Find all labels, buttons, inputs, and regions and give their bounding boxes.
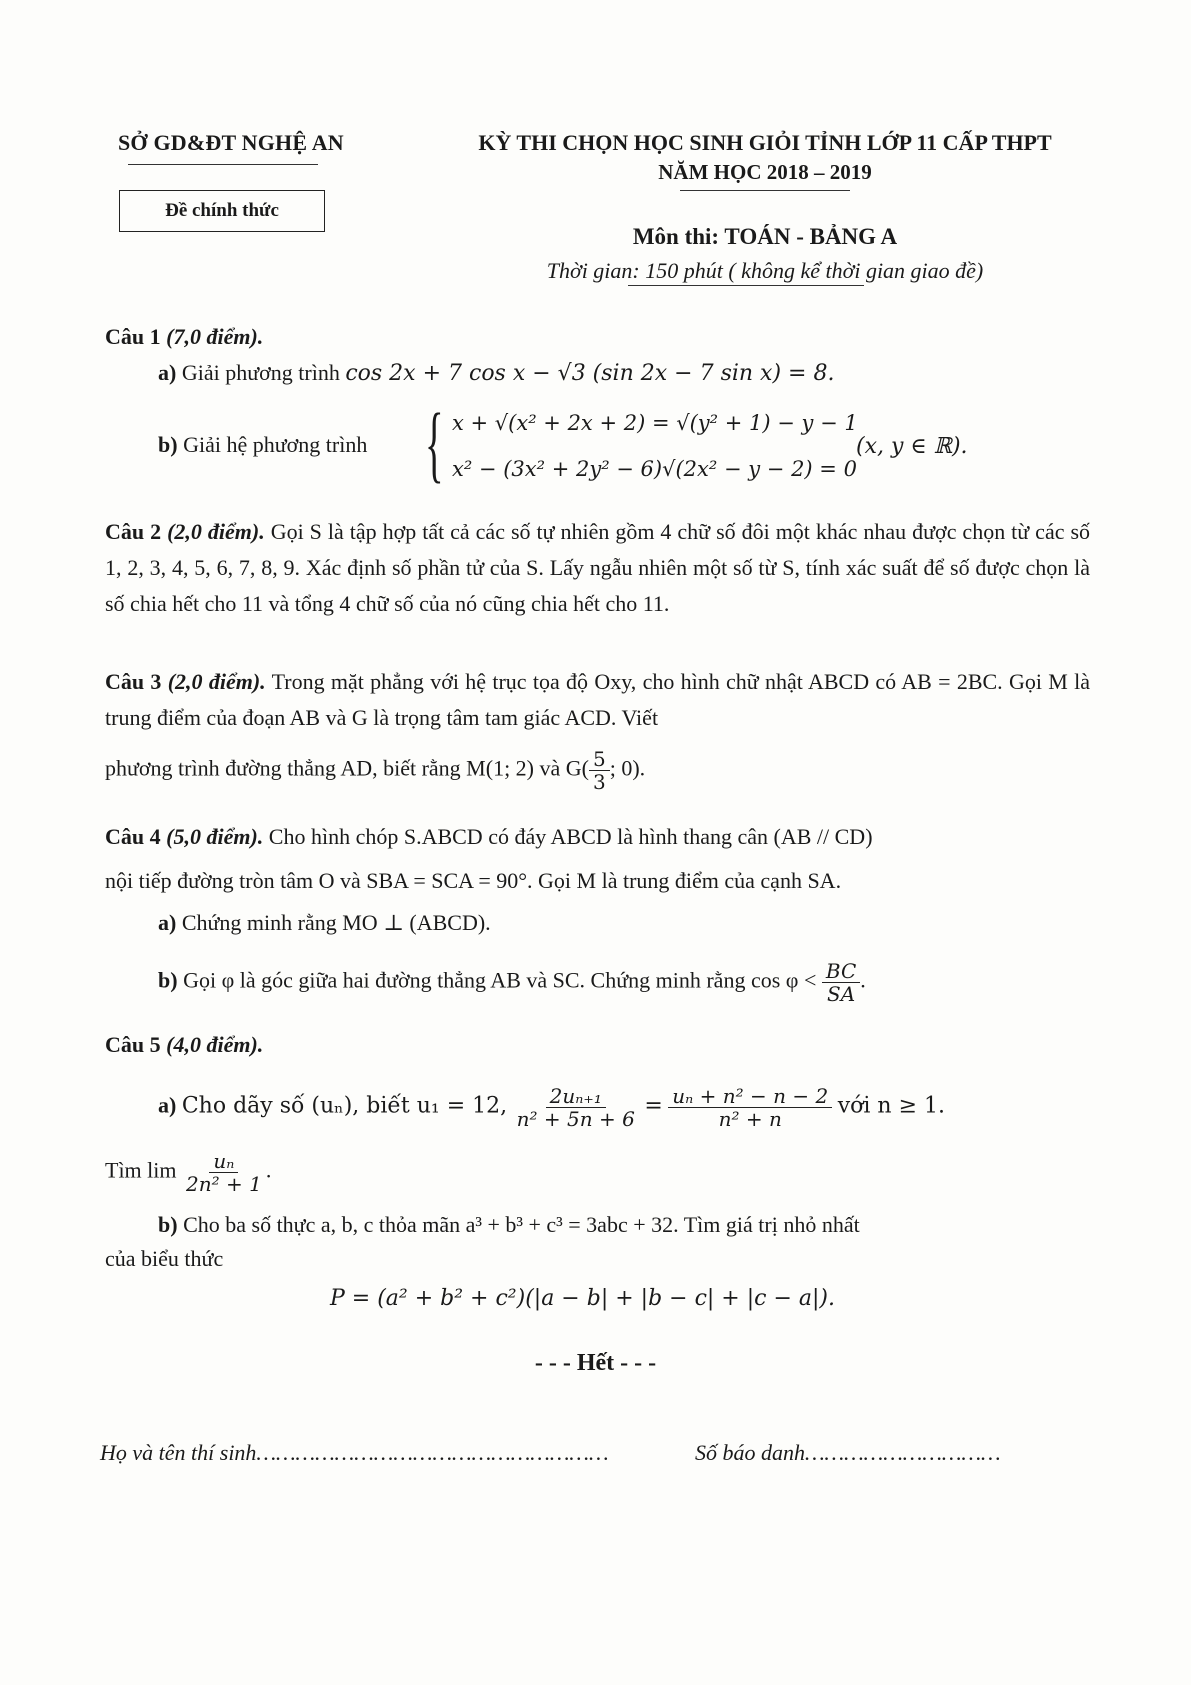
- q4b-text: Gọi φ là góc giữa hai đường thẳng AB và SC. Chứng minh rằng cos φ <: [183, 967, 817, 993]
- q2-text: Gọi S là tập hợp tất cả các số tự nhiên gồm 4 chữ số đôi một khác nhau được chọn từ các số 1, 2, 3, 4, 5, 6, 7, 8, 9. Xác định số phần tử của S. Lấy ngẫu nhiên một số từ S, tính xác suất để số được chọn là số chia hết cho 11 và tổng 4 chữ số của nó cũng chia hết cho 11.: [105, 519, 1091, 616]
- q1b-domain: (x, y ∈ ℝ).: [856, 434, 968, 459]
- q5a-frac1: [513, 1085, 639, 1130]
- q5a-frac2: [668, 1085, 832, 1130]
- q1b-eq2: x² − (3x² + 2y² − 6)√(2x² − y − 2) = 0: [452, 457, 857, 481]
- q5a-lim-tail: .: [265, 1157, 272, 1183]
- q4a: [158, 906, 491, 940]
- candidate-name-line: [100, 1440, 609, 1466]
- q1b-eq1: x + √(x² + 2x + 2) = √(y² + 1) − y − 1: [452, 411, 858, 435]
- end-marker: - - - Hết - - -: [534, 1350, 657, 1376]
- q2-paragraph: [105, 514, 1090, 622]
- system-brace: {: [425, 395, 444, 491]
- q5b-expression: P = (a² + b² + c²)(|a − b| + |b − c| + |c − a|).: [330, 1286, 835, 1311]
- q5b-text: Cho ba số thực a, b, c thỏa mãn a³ + b³ + c³ = 3abc + 32. Tìm giá trị nhỏ nhất: [183, 1212, 860, 1237]
- q4b-den: SA: [827, 982, 856, 1006]
- candidate-id-label: Số báo danh: [695, 1440, 805, 1465]
- q4-line1: [105, 820, 873, 854]
- q5a-label: a): [158, 1092, 177, 1118]
- q3-points: (2,0 điểm).: [167, 669, 266, 694]
- department-underline: [128, 164, 318, 165]
- q1a-equation: cos 2x + 7 cos x − √3 (sin 2x − 7 sin x) = 8.: [345, 361, 835, 386]
- candidate-id-line: [695, 1440, 1001, 1466]
- q1b-text: Giải hệ phương trình: [183, 432, 368, 457]
- q2-points: (2,0 điểm).: [167, 519, 265, 544]
- q3-paragraph: [105, 664, 1090, 736]
- q4b: [158, 960, 866, 1005]
- q5-title: Câu 5: [105, 1032, 161, 1057]
- q3-text1: Trong mặt phẳng với hệ trục tọa độ Oxy, cho hình chữ nhật ABCD có AB = 2BC. Gọi M là trung điểm của đoạn AB và G là trọng tâm tam giác ACD. Viết: [105, 669, 1091, 730]
- q5a-den2: n² + n: [718, 1107, 782, 1131]
- q5b-label: b): [158, 1212, 178, 1237]
- q4b-tail: .: [860, 967, 866, 993]
- subject-line: Môn thi: TOÁN - BẢNG A: [632, 224, 898, 249]
- q5a-den1: n² + 5n + 6: [516, 1107, 635, 1131]
- q1-points: (7,0 điểm).: [166, 324, 264, 349]
- q4a-text: Chứng minh rằng MO ⊥ (ABCD).: [181, 910, 491, 935]
- candidate-name-label: Họ và tên thí sinh: [100, 1440, 257, 1465]
- q1b-label: b): [158, 432, 178, 457]
- q1b: [158, 428, 367, 462]
- q1a-label: a): [158, 360, 177, 385]
- q5a-lim-den: 2n² + 1: [186, 1172, 262, 1196]
- q3-g-fraction: [589, 748, 610, 793]
- time-line: Thời gian: 150 phút ( không kể thời gian giao đề): [546, 258, 984, 283]
- school-year: NĂM HỌC 2018 – 2019: [658, 160, 872, 184]
- q3-title: Câu 3: [105, 669, 162, 694]
- q1-heading: [105, 320, 263, 354]
- q1a: [158, 356, 834, 391]
- q5a-lim-num: uₙ: [209, 1150, 238, 1173]
- q2-title: Câu 2: [105, 519, 162, 544]
- q5b: [158, 1208, 860, 1242]
- q4-points: (5,0 điểm).: [166, 824, 264, 849]
- department-name: SỞ GD&ĐT NGHỆ AN: [118, 130, 344, 155]
- candidate-id-dots: …………………………: [805, 1440, 1001, 1465]
- q5-points: (4,0 điểm).: [166, 1032, 264, 1057]
- q5-heading: [105, 1028, 263, 1062]
- time-underline: [628, 285, 864, 286]
- candidate-name-dots: ………………………………………………: [256, 1440, 609, 1465]
- q4b-fraction: [822, 960, 860, 1005]
- q3-g-num: 5: [589, 748, 610, 771]
- q4b-label: b): [158, 967, 178, 993]
- q3-line3: [105, 748, 645, 793]
- q5a-equals: =: [644, 1093, 663, 1119]
- school-year-underline: [680, 190, 850, 191]
- q4b-num: BC: [822, 960, 860, 983]
- q5a-num2: uₙ + n² − n − 2: [668, 1085, 832, 1108]
- q3-g-den: 3: [593, 770, 606, 794]
- q1-title: Câu 1: [105, 324, 161, 349]
- exam-title: KỲ THI CHỌN HỌC SINH GIỎI TỈNH LỚP 11 CẤP THPT: [478, 130, 1052, 155]
- official-label: Đề chính thức: [119, 190, 325, 232]
- q1a-text: Giải phương trình: [181, 360, 340, 385]
- q5a-find-text: Tìm lim: [105, 1157, 177, 1183]
- q4-title: Câu 4: [105, 824, 161, 849]
- q5a-lim-fraction: [182, 1150, 266, 1195]
- q5a-text: Cho dãy số (uₙ), biết u₁ = 12,: [181, 1093, 508, 1119]
- q5a-num1: 2uₙ₊₁: [546, 1085, 606, 1108]
- q5b-text2: của biểu thức: [105, 1246, 224, 1271]
- q5a-condition: với n ≥ 1.: [837, 1093, 945, 1119]
- q4-text2: nội tiếp đường tròn tâm O và SBA = SCA = 90°. Gọi M là trung điểm của cạnh SA.: [105, 868, 842, 893]
- q4-text1: Cho hình chóp S.ABCD có đáy ABCD là hình thang cân (AB // CD): [268, 824, 873, 849]
- q5a: [158, 1085, 945, 1130]
- q3-text2: phương trình đường thẳng AD, biết rằng M(1; 2) và G(: [105, 755, 589, 781]
- q3-g-tail: ; 0).: [609, 755, 646, 781]
- q5a-find: [105, 1150, 271, 1195]
- q4a-label: a): [158, 910, 177, 935]
